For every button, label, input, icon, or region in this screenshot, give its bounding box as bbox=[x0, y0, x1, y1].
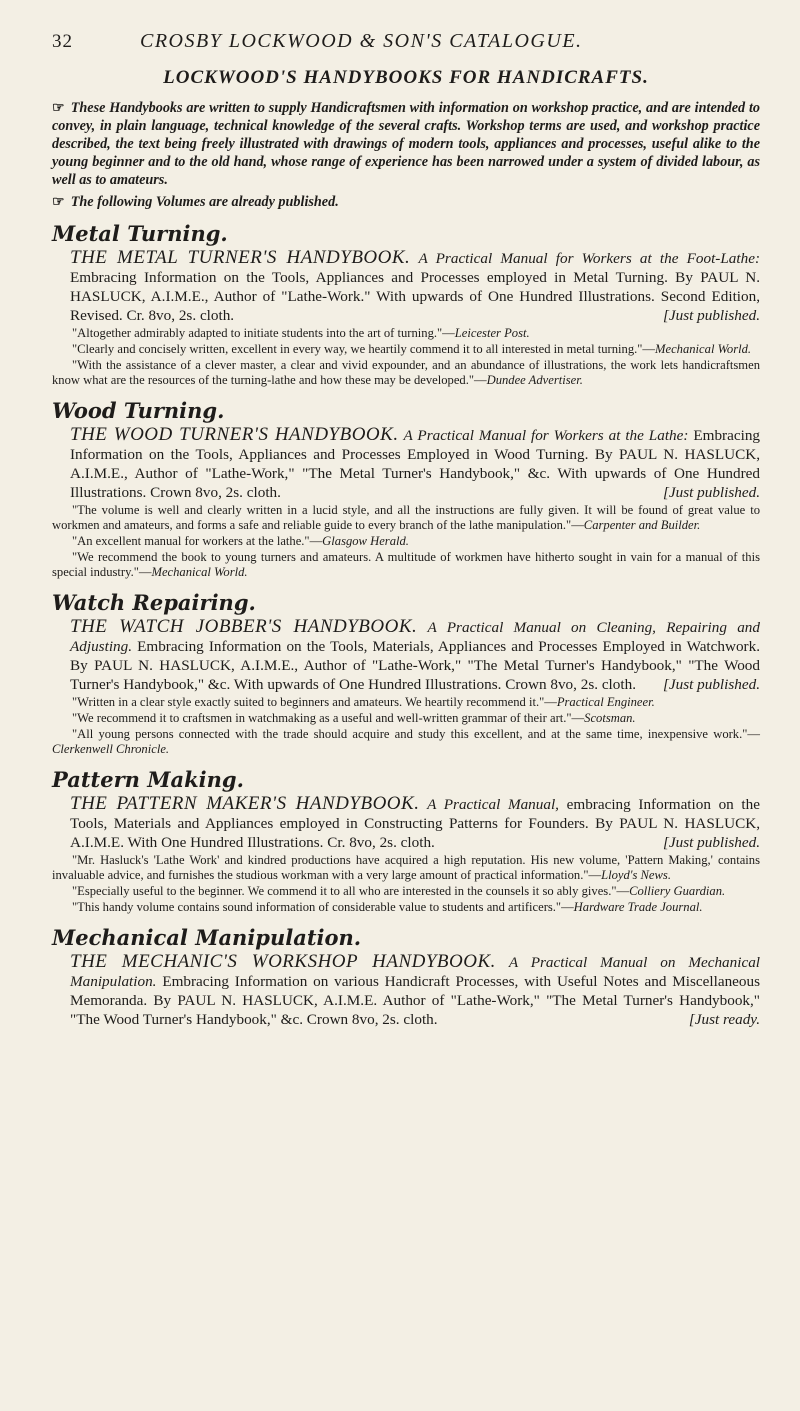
entry-heading: Pattern Making. bbox=[52, 767, 244, 792]
review-source: Practical Engineer. bbox=[556, 695, 655, 709]
catalogue-entry bbox=[52, 398, 760, 580]
press-review bbox=[52, 534, 760, 549]
entry-heading: Watch Repairing. bbox=[52, 590, 256, 615]
review-quote: "An excellent manual for workers at the lathe."— bbox=[72, 534, 323, 548]
book-title: THE WATCH JOBBER'S HANDYBOOK. bbox=[70, 616, 418, 637]
running-head bbox=[52, 30, 760, 53]
section-note-text: The following Volumes are already published. bbox=[70, 194, 339, 210]
catalogue-entry bbox=[52, 767, 760, 915]
publication-status: [Just published. bbox=[662, 676, 760, 693]
press-review bbox=[52, 550, 760, 580]
book-details: Embracing Information on the Tools, Materials, Appliances and Processes Employed in Watchwork. By PAUL N. HASLUCK, A.I.M.E., Author of "Lathe-Work," "The Metal Turner's Handybook," "The Wood Turner's Handybook," &c. With upwards of One Hundred Illustrations. Crown 8vo, 2s. cloth. bbox=[70, 638, 760, 693]
book-title: THE METAL TURNER'S HANDYBOOK. bbox=[70, 247, 411, 268]
review-source: Lloyd's News. bbox=[601, 868, 671, 882]
publication-status: [Just published. bbox=[662, 307, 760, 324]
entry-heading: Wood Turning. bbox=[52, 398, 225, 423]
review-quote: "Clearly and concisely written, excellent in every way, we heartily commend it to all interested in metal turning."— bbox=[72, 342, 655, 356]
review-quote: "We recommend it to craftsmen in watchmaking as a useful and well-written grammar of their art."— bbox=[72, 711, 585, 725]
section-intro-text: These Handybooks are written to supply Handicraftsmen with information on workshop practice, and are intended to convey, in plain language, technical knowledge of the several crafts. Workshop terms are used, and workshop practice described, the text being freely illustrated with drawings of modern tools, appliances and processes, useful alike to the young beginner and to the old hand, whose range of experience has been narrowed under a system of divided labour, as well as to amateurs. bbox=[52, 100, 760, 188]
press-review bbox=[52, 884, 760, 899]
book-title: THE MECHANIC'S WORKSHOP HANDYBOOK. bbox=[70, 951, 496, 972]
entry-heading: Metal Turning. bbox=[52, 221, 228, 246]
section-note bbox=[52, 193, 760, 211]
review-source: Dundee Advertiser. bbox=[486, 373, 583, 387]
book-subtitle: A Practical Manual on Cleaning, Repairing and Adjusting. bbox=[70, 619, 760, 655]
press-review bbox=[52, 342, 760, 357]
press-review bbox=[52, 900, 760, 915]
section-title: LOCKWOOD'S HANDYBOOKS FOR HANDICRAFTS. bbox=[163, 67, 649, 88]
review-source: Glasgow Herald. bbox=[322, 534, 409, 548]
press-review bbox=[52, 326, 760, 341]
review-quote: "Altogether admirably adapted to initiate students into the art of turning."— bbox=[72, 326, 455, 340]
review-source: Colliery Guardian. bbox=[629, 884, 726, 898]
book-subtitle: A Practical Manual for Workers at the Lathe: bbox=[403, 427, 689, 444]
page-number: 32 bbox=[52, 31, 73, 52]
press-review bbox=[52, 711, 760, 726]
review-source: Hardware Trade Journal. bbox=[573, 900, 703, 914]
review-quote: "Especially useful to the beginner. We commend it to all who are interested in the counsels it so ably gives."— bbox=[72, 884, 630, 898]
book-title: THE PATTERN MAKER'S HANDYBOOK. bbox=[70, 793, 420, 814]
review-quote: "The volume is well and clearly written in a lucid style, and all the instructions are fully given. It will be found of great value to workmen and amateurs, and forms a safe and reliable guide to every branch of the lathe manipulation."— bbox=[52, 503, 760, 532]
review-source: Mechanical World. bbox=[151, 565, 248, 579]
press-review bbox=[52, 358, 760, 388]
running-head-title: CROSBY LOCKWOOD & SON'S CATALOGUE. bbox=[140, 30, 583, 52]
review-quote: "Mr. Hasluck's 'Lathe Work' and kindred productions have acquired a high reputation. His new volume, 'Pattern Making,' contains invaluable advice, and furnishes the studious workman with a very large amount of practical information."— bbox=[52, 853, 760, 882]
catalogue-entry bbox=[52, 925, 760, 1029]
entry-description bbox=[70, 952, 760, 1029]
entry-description bbox=[70, 794, 760, 852]
pointing-hand-icon: ☞ bbox=[52, 100, 65, 116]
publication-status: [Just published. bbox=[662, 484, 760, 501]
entry-description bbox=[70, 425, 760, 502]
review-quote: "Written in a clear style exactly suited to beginners and amateurs. We heartily recommend it."— bbox=[72, 695, 557, 709]
press-review bbox=[52, 503, 760, 533]
review-source: Leicester Post. bbox=[454, 326, 530, 340]
book-subtitle: A Practical Manual on Mechanical Manipulation. bbox=[70, 954, 761, 990]
book-title: THE WOOD TURNER'S HANDYBOOK. bbox=[70, 424, 399, 445]
entry-list bbox=[52, 221, 760, 1029]
publication-status: [Just published. bbox=[662, 834, 760, 851]
review-quote: "All young persons connected with the trade should acquire and study this excellent, and at the same time, inexpensive work."— bbox=[72, 727, 760, 741]
catalogue-entry bbox=[52, 590, 760, 757]
catalogue-entry bbox=[52, 221, 760, 388]
review-source: Mechanical World. bbox=[655, 342, 752, 356]
press-review bbox=[52, 695, 760, 710]
review-quote: "This handy volume contains sound information of considerable value to students and artificers."— bbox=[72, 900, 574, 914]
review-source: Clerkenwell Chronicle. bbox=[52, 742, 170, 756]
section-intro bbox=[52, 99, 760, 189]
review-quote: "With the assistance of a clever master, a clear and vivid expounder, and an abundance of illustrations, the work lets handicraftsmen know what are the resources of the turning-lathe and how these may be developed."— bbox=[52, 358, 760, 387]
book-details: embracing Information on the Tools, Materials and Appliances employed in Constructing Patterns for Founders. By PAUL N. HASLUCK, A.I.M.E. With One Hundred Illustrations. Cr. 8vo, 2s. cloth. bbox=[70, 796, 760, 851]
book-details: Embracing Information on the Tools, Appliances and Processes Employed in Wood Turning. By PAUL N. HASLUCK, A.I.M.E., Author of "Lathe-Work," "The Metal Turner's Handybook," &c. With upwards of One Hundred Illustrations. Crown 8vo, 2s. cloth. bbox=[70, 427, 761, 501]
publication-status: [Just ready. bbox=[688, 1011, 760, 1028]
book-subtitle: A Practical Manual for Workers at the Foot-Lathe: bbox=[418, 250, 761, 267]
entry-description bbox=[70, 248, 760, 325]
pointing-hand-icon: ☞ bbox=[52, 194, 65, 210]
review-quote: "We recommend the book to young turners and amateurs. A multitude of workmen have hitherto sought in vain for a manual of this special industry."— bbox=[52, 550, 760, 579]
press-review bbox=[52, 727, 760, 757]
press-review bbox=[52, 853, 760, 883]
book-details: Embracing Information on the Tools, Appliances and Processes employed in Metal Turning. By PAUL N. HASLUCK, A.I.M.E., Author of "Lathe-Work." With upwards of One Hundred Illustrations. Second Edition, Revised. Cr. 8vo, 2s. cloth. bbox=[70, 269, 760, 324]
review-source: Carpenter and Builder. bbox=[583, 518, 701, 532]
book-subtitle: A Practical Manual, bbox=[427, 796, 559, 813]
book-details: Embracing Information on various Handicraft Processes, with Useful Notes and Miscellaneous Memoranda. By PAUL N. HASLUCK, A.I.M.E. Author of "Lathe-Work," "The Metal Turner's Handybook," "The Wood Turner's Handybook," &c. Crown 8vo, 2s. cloth. bbox=[70, 973, 760, 1028]
entry-description bbox=[70, 617, 760, 694]
review-source: Scotsman. bbox=[584, 711, 636, 725]
entry-heading: Mechanical Manipulation. bbox=[52, 925, 362, 950]
